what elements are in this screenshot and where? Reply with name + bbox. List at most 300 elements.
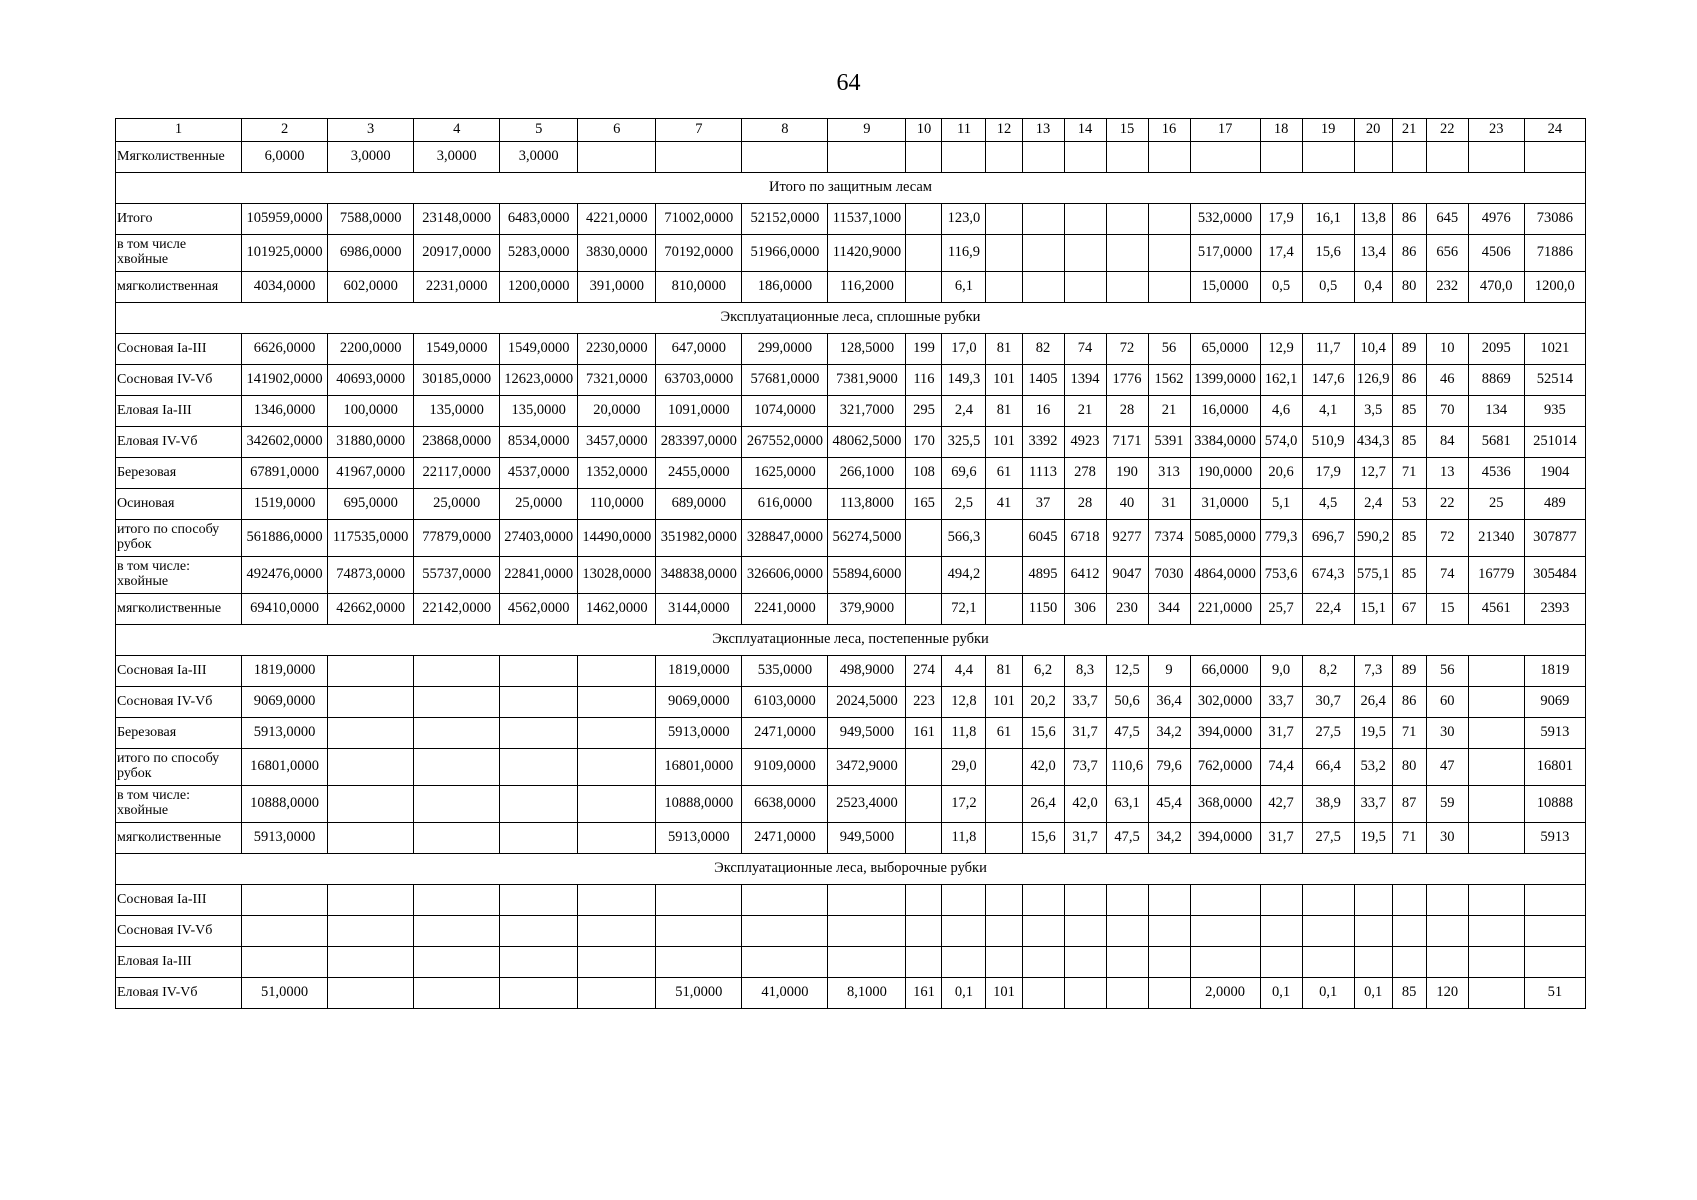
table-cell: 22 [1426,489,1468,520]
table-cell: 16801,0000 [656,749,742,786]
table-cell: 86 [1392,365,1426,396]
table-cell: 34,2 [1148,823,1190,854]
table-cell: 221,0000 [1190,594,1260,625]
table-cell: 305484 [1524,557,1585,594]
table-cell: 72 [1106,334,1148,365]
table-body [116,119,1586,1009]
table-cell: 149,3 [942,365,986,396]
table-cell: 4,1 [1302,396,1354,427]
table-cell: 4537,0000 [500,458,578,489]
table-cell: 13 [1426,458,1468,489]
table-cell: 348838,0000 [656,557,742,594]
table-cell: 574,0 [1260,427,1302,458]
table-cell: 342602,0000 [242,427,328,458]
table-cell: 86 [1392,235,1426,272]
table-cell: 532,0000 [1190,204,1260,235]
table-cell: 7381,9000 [828,365,906,396]
table-cell: 11,8 [942,718,986,749]
table-cell: 74 [1426,557,1468,594]
table-cell: 510,9 [1302,427,1354,458]
table-cell: 762,0000 [1190,749,1260,786]
table-cell: 71002,0000 [656,204,742,235]
table-cell: 4895 [1022,557,1064,594]
table-cell: 1074,0000 [742,396,828,427]
table-cell: 602,0000 [328,272,414,303]
table-cell: 15 [1426,594,1468,625]
table-cell: 74 [1064,334,1106,365]
table-cell: 1549,0000 [414,334,500,365]
table-cell: 306 [1064,594,1106,625]
table-cell: 72 [1426,520,1468,557]
table-cell: 61 [986,458,1022,489]
column-number-cell: 6 [578,119,656,142]
table-cell [500,885,578,916]
table-cell: 128,5000 [828,334,906,365]
table-cell: 696,7 [1302,520,1354,557]
table-cell: 695,0000 [328,489,414,520]
column-number-cell: 2 [242,119,328,142]
table-cell: 5913 [1524,718,1585,749]
table-cell: 46 [1426,365,1468,396]
table-cell: 0,1 [942,978,986,1009]
table-cell: 65,0000 [1190,334,1260,365]
table-cell [1468,718,1524,749]
table-cell [906,557,942,594]
row-label: Сосновая Ia-III [116,656,242,687]
column-number-cell: 5 [500,119,578,142]
row-label: Сосновая IV-Vб [116,916,242,947]
table-cell: 2024,5000 [828,687,906,718]
table-cell [742,885,828,916]
table-cell [1302,947,1354,978]
table-cell: 6986,0000 [328,235,414,272]
table-cell: 101925,0000 [242,235,328,272]
table-cell: 5913,0000 [656,718,742,749]
table-cell [578,749,656,786]
table-cell: 53,2 [1354,749,1392,786]
table-cell [656,885,742,916]
table-cell: 935 [1524,396,1585,427]
table-cell: 141902,0000 [242,365,328,396]
table-cell: 77879,0000 [414,520,500,557]
table-cell: 10,4 [1354,334,1392,365]
column-number-cell: 22 [1426,119,1468,142]
column-number-cell: 7 [656,119,742,142]
table-cell [906,947,942,978]
table-cell [1524,916,1585,947]
table-cell: 274 [906,656,942,687]
table-cell [1148,916,1190,947]
table-cell: 251014 [1524,427,1585,458]
table-cell: 199 [906,334,942,365]
table-cell: 394,0000 [1190,718,1260,749]
table-cell: 0,5 [1260,272,1302,303]
table-cell: 6718 [1064,520,1106,557]
table-cell [414,885,500,916]
table-cell: 351982,0000 [656,520,742,557]
table-cell: 1819 [1524,656,1585,687]
table-cell: 126,9 [1354,365,1392,396]
table-cell: 1091,0000 [656,396,742,427]
table-row [116,489,1586,520]
table-cell: 27,5 [1302,823,1354,854]
table-cell [500,718,578,749]
table-cell: 56 [1426,656,1468,687]
row-label: Еловая IV-Vб [116,978,242,1009]
table-cell: 11,8 [942,823,986,854]
table-cell [328,947,414,978]
table-cell [986,235,1022,272]
table-cell: 71 [1392,458,1426,489]
table-cell [942,142,986,173]
table-cell: 325,5 [942,427,986,458]
table-cell: 56274,5000 [828,520,906,557]
table-cell: 31880,0000 [328,427,414,458]
table-cell [242,947,328,978]
table-cell: 28 [1106,396,1148,427]
table-row [116,687,1586,718]
table-cell [328,749,414,786]
table-cell: 326606,0000 [742,557,828,594]
column-number-cell: 20 [1354,119,1392,142]
table-cell: 434,3 [1354,427,1392,458]
table-cell: 84 [1426,427,1468,458]
table-cell: 101 [986,365,1022,396]
table-cell: 4506 [1468,235,1524,272]
table-cell: 86 [1392,687,1426,718]
table-cell [1468,687,1524,718]
table-cell: 73,7 [1064,749,1106,786]
table-cell: 394,0000 [1190,823,1260,854]
table-cell: 110,6 [1106,749,1148,786]
table-cell: 33,7 [1354,786,1392,823]
table-cell: 21 [1148,396,1190,427]
table-cell: 116,2000 [828,272,906,303]
table-cell: 25,0000 [500,489,578,520]
table-cell: 26,4 [1354,687,1392,718]
row-label: Еловая IV-Vб [116,427,242,458]
table-cell: 55737,0000 [414,557,500,594]
table-cell: 33,7 [1064,687,1106,718]
table-cell [1426,142,1468,173]
table-cell: 4562,0000 [500,594,578,625]
table-cell: 8534,0000 [500,427,578,458]
table-cell: 2471,0000 [742,823,828,854]
table-cell: 40693,0000 [328,365,414,396]
table-cell: 51,0000 [656,978,742,1009]
section-title: Эксплуатационные леса, постепенные рубки [116,625,1586,656]
table-cell: 42,7 [1260,786,1302,823]
row-label: мягколиственные [116,823,242,854]
table-cell: 42662,0000 [328,594,414,625]
table-cell: 3,0000 [414,142,500,173]
table-cell [1064,916,1106,947]
table-cell [942,947,986,978]
table-cell [1354,916,1392,947]
table-cell [1022,978,1064,1009]
column-number-cell: 21 [1392,119,1426,142]
table-cell: 283397,0000 [656,427,742,458]
table-cell [1524,142,1585,173]
table-cell: 2471,0000 [742,718,828,749]
table-cell [328,656,414,687]
table-cell [656,142,742,173]
table-cell [986,916,1022,947]
column-number-row [116,119,1586,142]
table-cell [942,916,986,947]
table-cell: 57681,0000 [742,365,828,396]
table-cell: 2,5 [942,489,986,520]
table-cell [578,823,656,854]
table-cell: 19,5 [1354,823,1392,854]
table-cell [1426,916,1468,947]
table-cell [986,823,1022,854]
table-cell: 11,7 [1302,334,1354,365]
table-cell: 85 [1392,520,1426,557]
table-row [116,272,1586,303]
table-cell [578,687,656,718]
table-cell [1022,204,1064,235]
table-cell: 13,8 [1354,204,1392,235]
table-cell [906,142,942,173]
column-number-cell: 8 [742,119,828,142]
table-cell: 0,1 [1354,978,1392,1009]
table-cell: 123,0 [942,204,986,235]
table-cell [742,142,828,173]
table-cell: 52152,0000 [742,204,828,235]
table-cell [1468,142,1524,173]
table-cell: 6045 [1022,520,1064,557]
table-cell [1392,142,1426,173]
table-cell [1106,235,1148,272]
table-cell: 267552,0000 [742,427,828,458]
table-cell: 86 [1392,204,1426,235]
table-cell: 6483,0000 [500,204,578,235]
table-cell [986,557,1022,594]
table-cell: 498,9000 [828,656,906,687]
table-cell: 51 [1524,978,1585,1009]
table-cell: 232 [1426,272,1468,303]
table-cell: 165 [906,489,942,520]
table-cell: 1399,0000 [1190,365,1260,396]
table-cell [986,885,1022,916]
table-cell [1022,235,1064,272]
table-cell: 15,1 [1354,594,1392,625]
table-cell: 566,3 [942,520,986,557]
table-cell: 313 [1148,458,1190,489]
table-cell [1468,656,1524,687]
table-cell: 101 [986,427,1022,458]
table-cell: 42,0 [1022,749,1064,786]
table-cell: 10888,0000 [656,786,742,823]
table-cell [1190,885,1260,916]
table-cell [1106,272,1148,303]
table-cell: 299,0000 [742,334,828,365]
table-row [116,749,1586,786]
table-cell [656,916,742,947]
table-cell: 344 [1148,594,1190,625]
table-cell: 12,9 [1260,334,1302,365]
table-cell: 42,0 [1064,786,1106,823]
table-cell: 307877 [1524,520,1585,557]
table-cell: 70 [1426,396,1468,427]
table-cell: 51,0000 [242,978,328,1009]
table-cell: 105959,0000 [242,204,328,235]
table-row [116,427,1586,458]
table-cell [328,885,414,916]
table-cell: 8,3 [1064,656,1106,687]
table-cell: 9277 [1106,520,1148,557]
forest-data-table [115,118,1586,1009]
table-cell [742,947,828,978]
row-label: Итого [116,204,242,235]
table-cell [742,916,828,947]
table-cell: 108 [906,458,942,489]
table-cell: 5913 [1524,823,1585,854]
section-header-row [116,173,1586,204]
table-cell [414,656,500,687]
table-cell [906,204,942,235]
table-cell: 949,5000 [828,718,906,749]
table-cell: 4536 [1468,458,1524,489]
table-cell [1468,978,1524,1009]
section-header-row [116,625,1586,656]
row-label: Березовая [116,458,242,489]
table-cell: 3384,0000 [1190,427,1260,458]
table-cell: 20,2 [1022,687,1064,718]
table-cell: 72,1 [942,594,986,625]
table-cell [1064,978,1106,1009]
table-cell: 30 [1426,823,1468,854]
table-cell: 7171 [1106,427,1148,458]
table-cell: 81 [986,656,1022,687]
table-cell: 162,1 [1260,365,1302,396]
table-cell: 3,0000 [328,142,414,173]
table-cell [1022,916,1064,947]
table-cell: 71886 [1524,235,1585,272]
row-label: Еловая Ia-III [116,947,242,978]
table-cell: 41967,0000 [328,458,414,489]
table-cell [1468,947,1524,978]
table-cell: 295 [906,396,942,427]
table-cell [1354,947,1392,978]
table-cell [328,978,414,1009]
table-cell: 12623,0000 [500,365,578,396]
table-cell: 117535,0000 [328,520,414,557]
table-cell: 753,6 [1260,557,1302,594]
table-cell: 1625,0000 [742,458,828,489]
table-cell: 19,5 [1354,718,1392,749]
table-row [116,786,1586,823]
column-number-cell: 1 [116,119,242,142]
table-cell: 1021 [1524,334,1585,365]
table-cell [1106,978,1148,1009]
row-label: Сосновая IV-Vб [116,365,242,396]
table-cell [986,786,1022,823]
table-cell: 16,1 [1302,204,1354,235]
table-cell [500,947,578,978]
table-row [116,718,1586,749]
table-cell: 2231,0000 [414,272,500,303]
table-cell: 25 [1468,489,1524,520]
table-cell [828,947,906,978]
table-cell: 266,1000 [828,458,906,489]
table-cell: 85 [1392,427,1426,458]
row-label: мягколиственные [116,594,242,625]
table-cell [414,786,500,823]
table-cell [1064,142,1106,173]
table-cell: 689,0000 [656,489,742,520]
table-cell: 73086 [1524,204,1585,235]
row-label: мягколиственная [116,272,242,303]
table-cell [414,978,500,1009]
table-cell [500,687,578,718]
table-cell: 47,5 [1106,823,1148,854]
table-cell [1468,786,1524,823]
table-cell: 80 [1392,749,1426,786]
column-number-cell: 24 [1524,119,1585,142]
table-cell: 79,6 [1148,749,1190,786]
table-cell: 116 [906,365,942,396]
table-cell: 1462,0000 [578,594,656,625]
table-cell: 15,0000 [1190,272,1260,303]
table-cell: 67891,0000 [242,458,328,489]
table-cell: 16,0000 [1190,396,1260,427]
table-cell [1302,885,1354,916]
table-cell [500,823,578,854]
table-cell: 17,0 [942,334,986,365]
table-cell: 34,2 [1148,718,1190,749]
table-cell [1106,916,1148,947]
table-row [116,396,1586,427]
table-cell: 101 [986,687,1022,718]
table-cell: 5283,0000 [500,235,578,272]
table-cell: 4,6 [1260,396,1302,427]
table-cell: 470,0 [1468,272,1524,303]
table-cell: 59 [1426,786,1468,823]
row-label: Еловая Ia-III [116,396,242,427]
table-cell [578,947,656,978]
table-cell: 37 [1022,489,1064,520]
table-cell: 656 [1426,235,1468,272]
table-cell: 8869 [1468,365,1524,396]
table-cell: 22841,0000 [500,557,578,594]
table-cell [414,718,500,749]
table-cell [906,520,942,557]
table-cell [1260,142,1302,173]
table-cell: 492476,0000 [242,557,328,594]
table-cell: 21340 [1468,520,1524,557]
table-cell: 29,0 [942,749,986,786]
table-cell [414,687,500,718]
table-cell: 1346,0000 [242,396,328,427]
table-cell: 4034,0000 [242,272,328,303]
table-cell: 16801 [1524,749,1585,786]
table-cell: 6103,0000 [742,687,828,718]
table-cell [578,718,656,749]
table-cell [328,718,414,749]
table-cell: 9069,0000 [656,687,742,718]
table-cell: 17,4 [1260,235,1302,272]
table-cell: 517,0000 [1190,235,1260,272]
table-cell: 3472,9000 [828,749,906,786]
table-cell: 1150 [1022,594,1064,625]
table-cell: 71 [1392,823,1426,854]
table-cell: 368,0000 [1190,786,1260,823]
table-cell: 5085,0000 [1190,520,1260,557]
table-cell: 7,3 [1354,656,1392,687]
section-header-row [116,854,1586,885]
